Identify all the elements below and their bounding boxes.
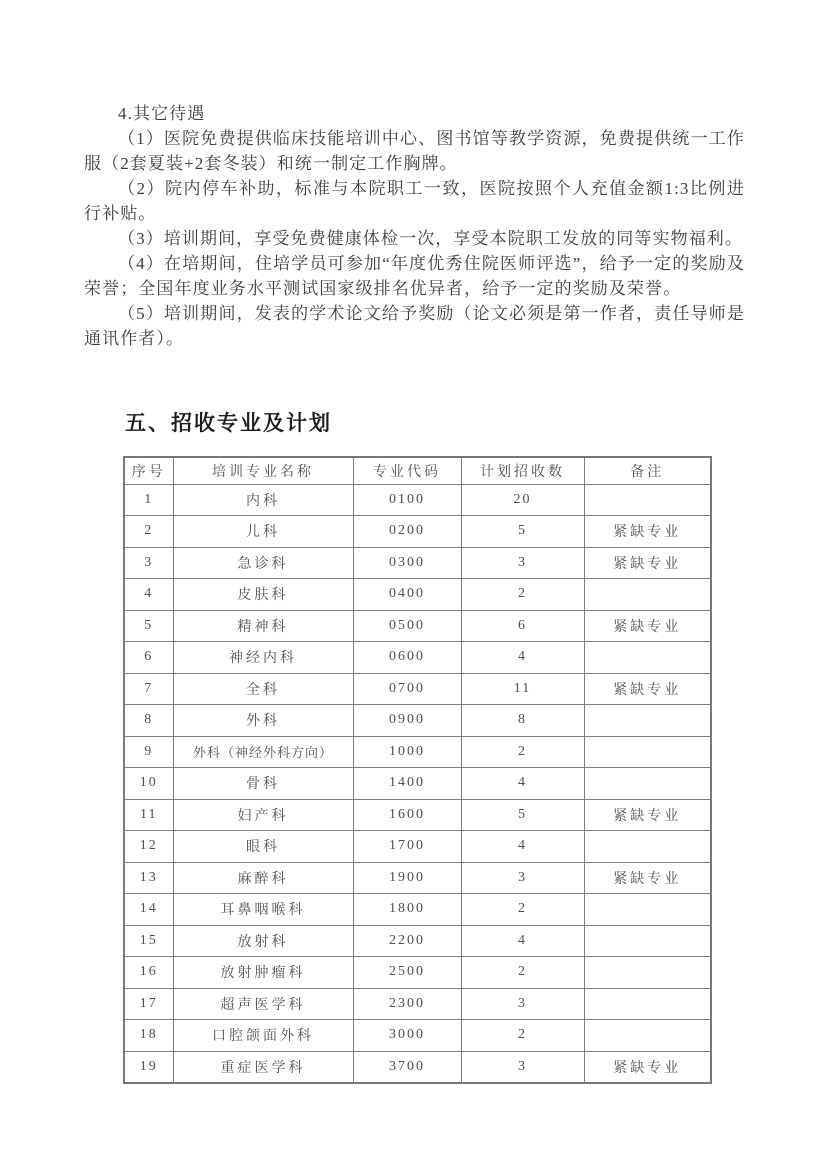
count-cell: 20 xyxy=(461,484,584,516)
table-row xyxy=(124,799,711,831)
code-cell: 1700 xyxy=(353,831,461,863)
table-body xyxy=(124,484,711,1083)
remark-cell xyxy=(584,831,711,863)
table-row xyxy=(124,988,711,1020)
remark-cell: 紧缺专业 xyxy=(584,516,711,548)
count-cell: 8 xyxy=(461,705,584,737)
recruitment-plan-table xyxy=(123,456,712,1084)
name-cell: 妇产科 xyxy=(173,799,353,831)
name-cell: 超声医学科 xyxy=(173,988,353,1020)
seq-cell: 1 xyxy=(124,484,173,516)
remark-cell: 紧缺专业 xyxy=(584,610,711,642)
remark-cell xyxy=(584,579,711,611)
name-cell: 全科 xyxy=(173,673,353,705)
count-cell: 3 xyxy=(461,988,584,1020)
table-row xyxy=(124,957,711,989)
column-header: 备注 xyxy=(584,457,711,484)
count-cell: 2 xyxy=(461,579,584,611)
code-cell: 0900 xyxy=(353,705,461,737)
column-header: 计划招收数 xyxy=(461,457,584,484)
name-cell: 重症医学科 xyxy=(173,1051,353,1083)
remark-cell xyxy=(584,925,711,957)
count-cell: 4 xyxy=(461,768,584,800)
count-cell: 2 xyxy=(461,1020,584,1052)
column-header: 专业代码 xyxy=(353,457,461,484)
paragraph-benefit-5: （5）培训期间，发表的学术论文给予奖励（论文必须是第一作者，责任导师是通讯作者）。 xyxy=(84,304,745,348)
table-row xyxy=(124,894,711,926)
code-cell: 0200 xyxy=(353,516,461,548)
name-cell: 耳鼻咽喉科 xyxy=(173,894,353,926)
name-cell: 神经内科 xyxy=(173,642,353,674)
count-cell: 6 xyxy=(461,610,584,642)
code-cell: 3700 xyxy=(353,1051,461,1083)
code-cell: 1000 xyxy=(353,736,461,768)
seq-cell: 5 xyxy=(124,610,173,642)
remark-cell xyxy=(584,957,711,989)
count-cell: 3 xyxy=(461,862,584,894)
benefits-text-block xyxy=(84,101,745,351)
table-row xyxy=(124,768,711,800)
code-cell: 0700 xyxy=(353,673,461,705)
remark-cell: 紧缺专业 xyxy=(584,1051,711,1083)
code-cell: 2300 xyxy=(353,988,461,1020)
paragraph-benefit-3: （3）培训期间，享受免费健康体检一次，享受本院职工发放的同等实物福利。 xyxy=(118,229,743,248)
remark-cell: 紧缺专业 xyxy=(584,547,711,579)
count-cell: 4 xyxy=(461,831,584,863)
seq-cell: 4 xyxy=(124,579,173,611)
remark-cell: 紧缺专业 xyxy=(584,862,711,894)
section-heading: 五、招收专业及计划 xyxy=(125,412,332,435)
seq-cell: 8 xyxy=(124,705,173,737)
seq-cell: 10 xyxy=(124,768,173,800)
remark-cell xyxy=(584,988,711,1020)
seq-cell: 18 xyxy=(124,1020,173,1052)
table-row xyxy=(124,1051,711,1083)
seq-cell: 17 xyxy=(124,988,173,1020)
table-header-row xyxy=(124,457,711,484)
remark-cell xyxy=(584,642,711,674)
paragraph-benefit-2: （2）院内停车补助，标准与本院职工一致，医院按照个人充值金额1:3比例进行补贴。 xyxy=(84,179,745,223)
table-row xyxy=(124,831,711,863)
name-cell: 口腔颌面外科 xyxy=(173,1020,353,1052)
name-cell: 麻醉科 xyxy=(173,862,353,894)
count-cell: 5 xyxy=(461,799,584,831)
remark-cell xyxy=(584,894,711,926)
seq-cell: 11 xyxy=(124,799,173,831)
code-cell: 0600 xyxy=(353,642,461,674)
remark-cell: 紧缺专业 xyxy=(584,799,711,831)
code-cell: 1400 xyxy=(353,768,461,800)
name-cell: 内科 xyxy=(173,484,353,516)
remark-cell xyxy=(584,1020,711,1052)
name-cell: 精神科 xyxy=(173,610,353,642)
code-cell: 1800 xyxy=(353,894,461,926)
code-cell: 3000 xyxy=(353,1020,461,1052)
code-cell: 2200 xyxy=(353,925,461,957)
seq-cell: 3 xyxy=(124,547,173,579)
name-cell: 骨科 xyxy=(173,768,353,800)
name-cell: 放射肿瘤科 xyxy=(173,957,353,989)
seq-cell: 15 xyxy=(124,925,173,957)
code-cell: 0400 xyxy=(353,579,461,611)
name-cell: 儿科 xyxy=(173,516,353,548)
table-row xyxy=(124,862,711,894)
paragraph-benefit-1: （1）医院免费提供临床技能培训中心、图书馆等教学资源，免费提供统一工作服（2套夏装+2套冬装）和统一制定工作胸牌。 xyxy=(84,129,745,173)
table-row xyxy=(124,673,711,705)
seq-cell: 9 xyxy=(124,736,173,768)
count-cell: 11 xyxy=(461,673,584,705)
code-cell: 0100 xyxy=(353,484,461,516)
remark-cell: 紧缺专业 xyxy=(584,673,711,705)
seq-cell: 14 xyxy=(124,894,173,926)
count-cell: 2 xyxy=(461,894,584,926)
remark-cell xyxy=(584,768,711,800)
remark-cell xyxy=(584,736,711,768)
paragraph-other-benefits-title: 4.其它待遇 xyxy=(118,104,206,123)
column-header: 序号 xyxy=(124,457,173,484)
count-cell: 2 xyxy=(461,957,584,989)
table-row xyxy=(124,642,711,674)
code-cell: 0500 xyxy=(353,610,461,642)
seq-cell: 2 xyxy=(124,516,173,548)
table-row xyxy=(124,736,711,768)
code-cell: 1900 xyxy=(353,862,461,894)
count-cell: 4 xyxy=(461,642,584,674)
count-cell: 3 xyxy=(461,1051,584,1083)
seq-cell: 12 xyxy=(124,831,173,863)
count-cell: 5 xyxy=(461,516,584,548)
table-row xyxy=(124,705,711,737)
code-cell: 2500 xyxy=(353,957,461,989)
count-cell: 2 xyxy=(461,736,584,768)
name-cell: 外科（神经外科方向） xyxy=(173,736,353,768)
name-cell: 放射科 xyxy=(173,925,353,957)
code-cell: 1600 xyxy=(353,799,461,831)
seq-cell: 13 xyxy=(124,862,173,894)
seq-cell: 19 xyxy=(124,1051,173,1083)
column-header: 培训专业名称 xyxy=(173,457,353,484)
name-cell: 眼科 xyxy=(173,831,353,863)
table-row xyxy=(124,579,711,611)
table-header xyxy=(124,457,711,484)
seq-cell: 6 xyxy=(124,642,173,674)
table-row xyxy=(124,547,711,579)
table-row xyxy=(124,1020,711,1052)
remark-cell xyxy=(584,705,711,737)
table-row xyxy=(124,925,711,957)
seq-cell: 7 xyxy=(124,673,173,705)
count-cell: 3 xyxy=(461,547,584,579)
table-row xyxy=(124,516,711,548)
table-row xyxy=(124,610,711,642)
remark-cell xyxy=(584,484,711,516)
name-cell: 外科 xyxy=(173,705,353,737)
name-cell: 皮肤科 xyxy=(173,579,353,611)
count-cell: 4 xyxy=(461,925,584,957)
table-row xyxy=(124,484,711,516)
code-cell: 0300 xyxy=(353,547,461,579)
seq-cell: 16 xyxy=(124,957,173,989)
paragraph-benefit-4: （4）在培期间，住培学员可参加“年度优秀住院医师评选”，给予一定的奖励及荣誉；全国年度业务水平测试国家级排名优异者，给予一定的奖励及荣誉。 xyxy=(84,254,745,298)
name-cell: 急诊科 xyxy=(173,547,353,579)
